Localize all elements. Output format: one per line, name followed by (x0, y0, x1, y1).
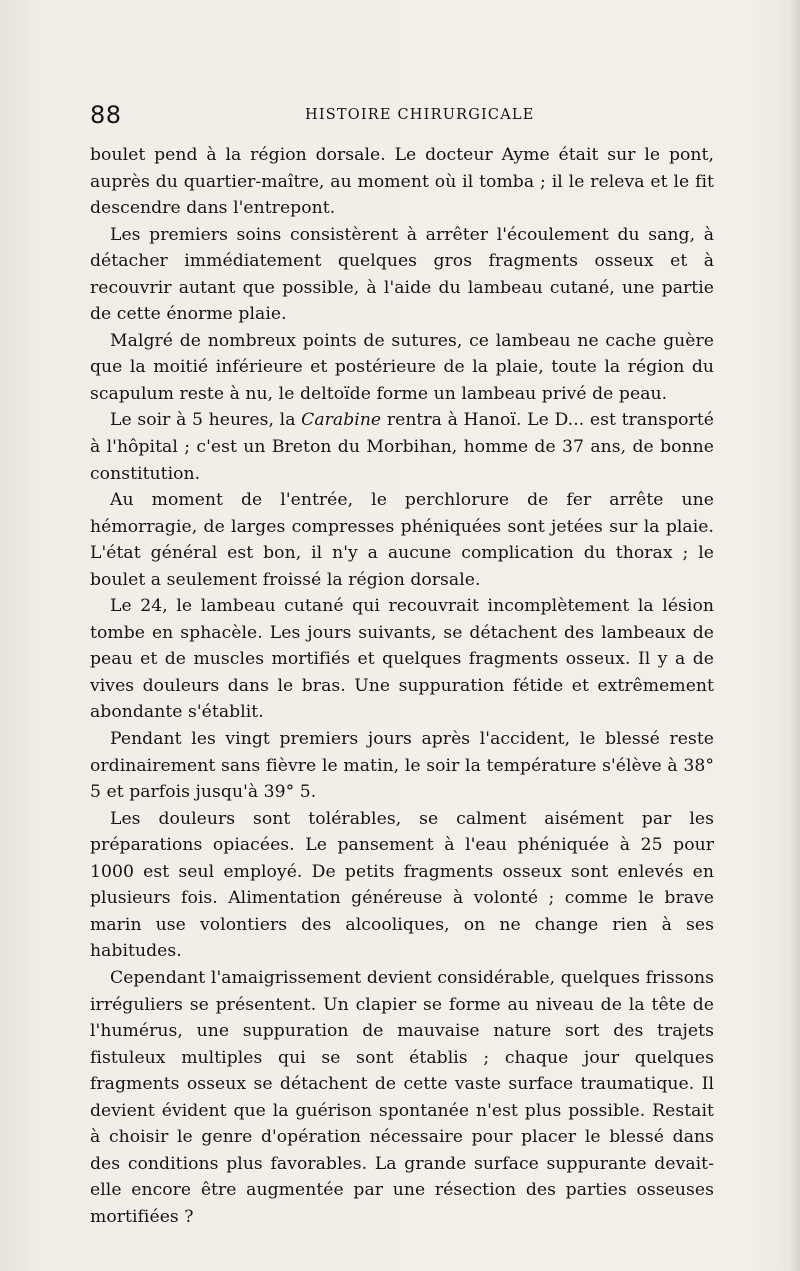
running-title: HISTOIRE CHIRURGICALE (305, 107, 535, 123)
paragraph-9: Cependant l'amaigrissement devient considérable, quelques frissons irréguliers se présentent. Un clapier se forme au niveau de la tête de l'humérus, une suppuration de mauvaise nature sort des trajets fistuleux multiples qui se sont établis ; chaque jour quelques fragments osseux se détachent de cette vaste surface traumatique. Il devient évident que la guérison spontanée n'est plus possible. Restait à choisir le genre d'opération nécessaire pour placer le blessé dans des conditions plus favorables. La grande surface suppurante devait-elle encore être augmentée par une résection des parties osseuses mortifiées ? (90, 967, 714, 1227)
paragraph-3: Malgré de nombreux points de sutures, ce lambeau ne cache guère que la moitié inférieure et postérieure de la plaie, toute la région du scapulum reste à nu, le deltoïde forme un lambeau privé de peau. (90, 330, 714, 404)
ship-name: Carabine (301, 410, 382, 431)
page-number: 88 (90, 101, 122, 129)
body-text (90, 142, 714, 1230)
paragraph-7: Pendant les vingt premiers jours après l'accident, le blessé reste ordinairement sans fièvre le matin, le soir la température s'élève à 38° 5 et parfois jusqu'à 39° 5. (90, 729, 714, 803)
page-edge-shadow (789, 0, 800, 1271)
paragraph-2: Les premiers soins consistèrent à arrêter l'écoulement du sang, à détacher immédiatement quelques gros fragments osseux et à recouvrir autant que possible, à l'aide du lambeau cutané, une partie de cette énorme plaie. (90, 224, 714, 325)
paragraph-6: Le 24, le lambeau cutané qui recouvrait incomplètement la lésion tombe en sphacèle. Les jours suivants, se détachent des lambeaux de peau et de muscles mortifiés et quelques fragments osseux. Il y a de vives douleurs dans le bras. Une suppuration fétide et extrêmement abondante s'établit. (90, 596, 714, 723)
paragraph-4-text-end: rentra à Hanoï. Le D... est transporté à l'hôpital ; c'est un Breton du Morbihan, homme de 37 ans, de bonne constitution. (90, 410, 714, 484)
paragraph-1: boulet pend à la région dorsale. Le docteur Ayme était sur le pont, auprès du quartier-maître, au moment où il tomba ; il le releva et le fit descendre dans l'entrepont. (90, 145, 714, 219)
paragraph-8: Les douleurs sont tolérables, se calment aisément par les préparations opiacées. Le pansement à l'eau phéniquée à 25 pour 1000 est seul employé. De petits fragments osseux sont enlevés en plusieurs fois. Alimentation généreuse à volonté ; comme le brave marin use volontiers des alcooliques, on ne change rien à ses habitudes. (90, 808, 714, 962)
paragraph-5: Au moment de l'entrée, le perchlorure de fer arrête une hémorragie, de larges compresses phéniquées sont jetées sur la plaie. L'état général est bon, il n'y a aucune complication du thorax ; le boulet a seulement froissé la région dorsale. (90, 490, 714, 590)
paragraph-4-text-start: Le soir à 5 heures, la (110, 410, 302, 431)
page-header (90, 100, 712, 134)
paragraph-4 (90, 407, 714, 487)
